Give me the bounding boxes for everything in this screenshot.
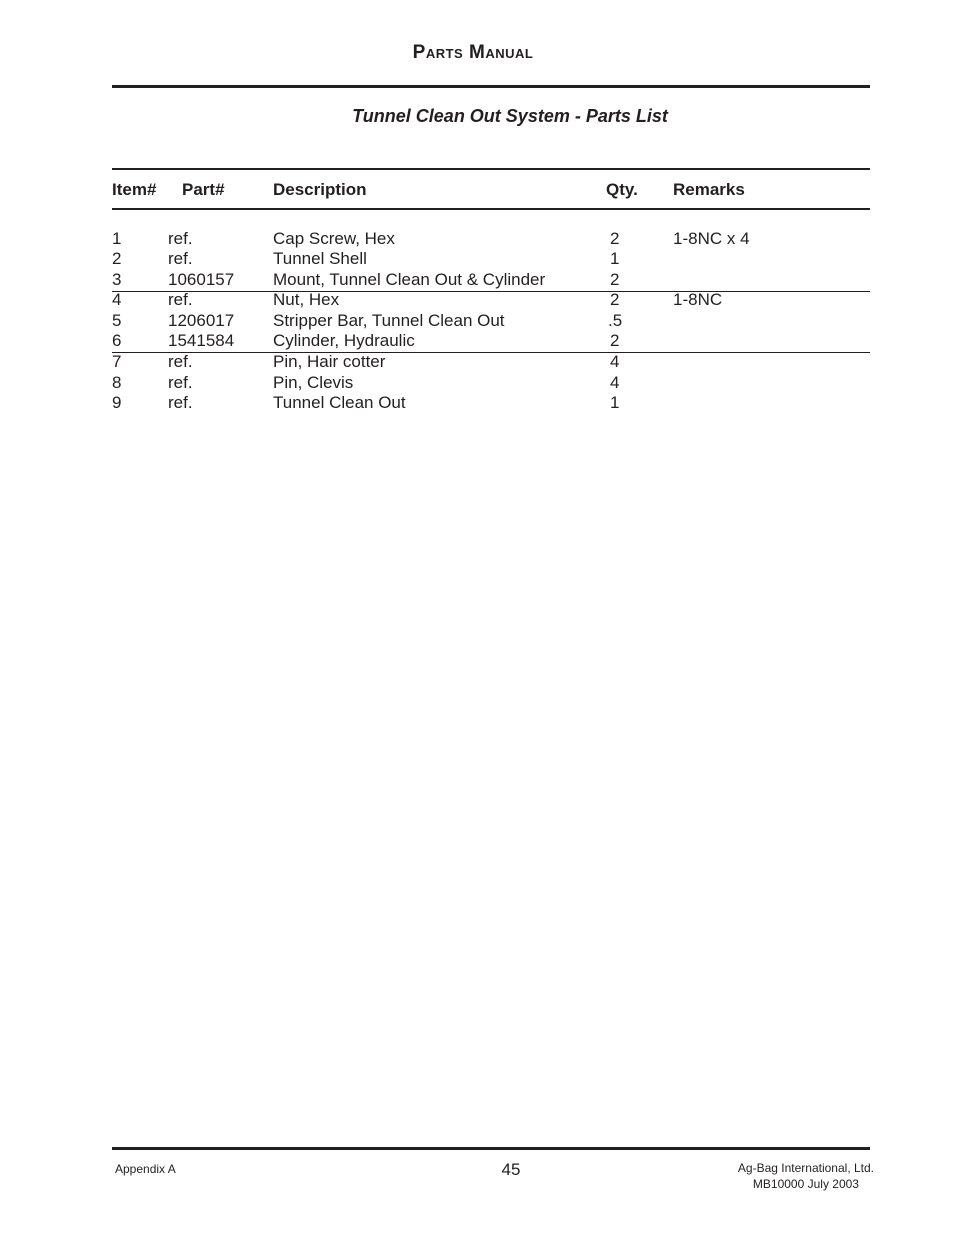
- table-row: [0, 270, 954, 290]
- part-description: Nut, Hex: [273, 290, 340, 309]
- part-number: ref.: [168, 249, 193, 268]
- footer-doc-code: MB10000 July 2003: [752, 1177, 859, 1191]
- item-number: 3: [112, 270, 122, 289]
- table-row: [0, 290, 954, 310]
- part-description: Tunnel Clean Out: [273, 393, 406, 412]
- item-number: 9: [112, 393, 122, 412]
- table-row: [0, 352, 954, 372]
- table-top-rule: [112, 168, 870, 170]
- part-description: Cylinder, Hydraulic: [273, 331, 415, 350]
- footer-publisher: [738, 1160, 874, 1192]
- item-number: 7: [112, 352, 122, 371]
- footer-company: Ag-Bag International, Ltd.: [737, 1161, 874, 1175]
- part-description: Pin, Clevis: [273, 373, 354, 392]
- part-remarks: 1-8NC x 4: [673, 229, 750, 248]
- footer-section: Appendix A: [115, 1162, 176, 1176]
- footer-rule: [112, 1147, 870, 1150]
- part-quantity: 4: [610, 373, 620, 392]
- table-row: [0, 393, 954, 413]
- part-remarks: 1-8NC: [673, 290, 723, 309]
- item-number: 8: [112, 373, 122, 392]
- part-quantity: 1: [610, 393, 620, 412]
- part-number: 1060157: [168, 270, 235, 289]
- item-number: 2: [112, 249, 122, 268]
- part-description: Mount, Tunnel Clean Out & Cylinder: [273, 270, 546, 289]
- part-number: ref.: [168, 373, 193, 392]
- manual-title: Parts Manual: [412, 42, 534, 63]
- table-row: [0, 373, 954, 393]
- column-header-remarks: Remarks: [673, 180, 745, 199]
- parts-list-title: Tunnel Clean Out System - Parts List: [352, 106, 668, 126]
- header-rule: [112, 85, 870, 88]
- item-number: 4: [112, 290, 122, 309]
- table-row: [0, 311, 954, 331]
- column-header-qty: Qty.: [606, 180, 638, 199]
- column-header-item: Item#: [112, 180, 157, 199]
- part-description: Pin, Hair cotter: [273, 352, 386, 371]
- part-description: Tunnel Shell: [273, 249, 367, 268]
- item-number: 5: [112, 311, 122, 330]
- part-quantity: 2: [610, 270, 620, 289]
- table-header-rule: [112, 208, 870, 210]
- part-description: Cap Screw, Hex: [273, 229, 395, 248]
- part-number: 1541584: [168, 331, 235, 350]
- table-row: [0, 229, 954, 249]
- page-number: 45: [501, 1160, 521, 1179]
- part-number: ref.: [168, 290, 193, 309]
- item-number: 6: [112, 331, 122, 350]
- part-quantity: .5: [608, 311, 623, 330]
- part-description: Stripper Bar, Tunnel Clean Out: [273, 311, 505, 330]
- part-number: ref.: [168, 393, 193, 412]
- column-header-description: Description: [273, 180, 367, 199]
- table-row: [0, 331, 954, 351]
- item-number: 1: [112, 229, 122, 248]
- column-header-part: Part#: [182, 180, 225, 199]
- part-number: ref.: [168, 229, 193, 248]
- part-number: ref.: [168, 352, 193, 371]
- part-quantity: 1: [610, 249, 620, 268]
- part-quantity: 2: [610, 331, 620, 350]
- part-quantity: 2: [610, 290, 620, 309]
- part-quantity: 4: [610, 352, 620, 371]
- part-quantity: 2: [610, 229, 620, 248]
- part-number: 1206017: [168, 311, 235, 330]
- table-row: [0, 249, 954, 269]
